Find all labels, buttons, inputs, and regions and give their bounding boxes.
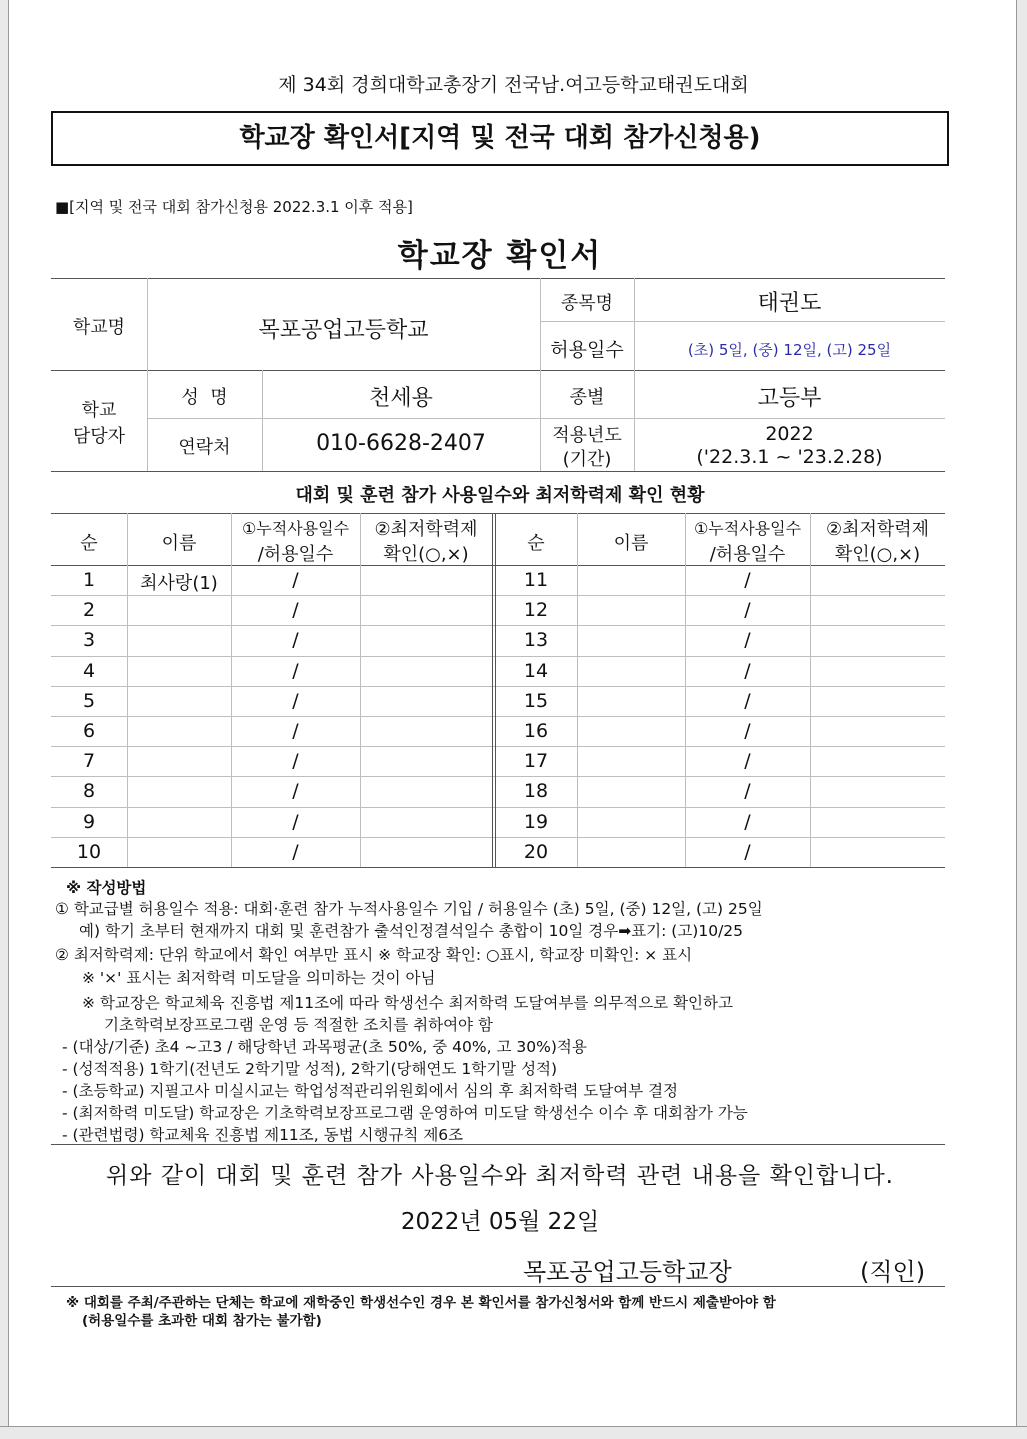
notes-heading: ※ 작성방법: [66, 879, 147, 897]
table-cell-days: /: [292, 569, 299, 591]
header-days-left-2: /허용일수: [257, 544, 334, 565]
table-cell-days: /: [292, 720, 299, 742]
header-name-right: 이름: [613, 533, 649, 554]
note-line: - (관련법령) 학교체육 진흥법 제11조, 동법 시행규칙 제6조: [62, 1126, 464, 1144]
header-min-left-2: 확인(○,×): [383, 544, 469, 565]
division-label: 종별: [569, 387, 605, 408]
info-top-border: [51, 278, 945, 279]
issue-date: 2022년 05월 22일: [400, 1209, 600, 1235]
table-cell-no: 18: [523, 780, 549, 802]
table-cell-days: /: [744, 841, 751, 863]
school-label: 학교명: [72, 317, 126, 338]
table-cell-no: 16: [523, 720, 549, 742]
header-days-right-1: ①누적사용일수: [693, 519, 802, 538]
sport-value: 태권도: [757, 291, 822, 316]
allowed-days-value: (초) 5일, (중) 12일, (고) 25일: [687, 341, 892, 359]
footnote: (허용일수를 초과한 대회 참가는 불가함): [82, 1313, 322, 1329]
page-frame-bottom: [0, 1426, 1027, 1439]
table-cell-no: 14: [523, 660, 549, 682]
contest-title: 제 34회 경희대학교총장기 전국남.여고등학교태권도대회: [278, 74, 749, 96]
table-cell-days: /: [292, 811, 299, 833]
note-line: - (최저학력 미도달) 학교장은 기초학력보장프로그램 운영하여 미도달 학생선수 이수 후 대회참가 가능: [62, 1104, 748, 1122]
table-cell-days: /: [744, 569, 751, 591]
table-cell-no: 11: [523, 569, 549, 591]
header-days-left-1: ①누적사용일수: [241, 519, 350, 538]
header-min-left-1: ②최저학력제: [374, 519, 478, 540]
note-line: ※ 학교장은 학교체육 진흥법 제11조에 따라 학생선수 최저학력 도달여부를 의무적으로 확인하고: [82, 994, 733, 1012]
table-cell-no: 8: [82, 780, 96, 802]
manager-name-label: 성 명: [181, 387, 228, 408]
note-line: - (대상/기준) 초4 ~고3 / 해당학년 과목평균(초 50%, 중 40%, 고 30%)적용: [62, 1038, 587, 1056]
table-cell-days: /: [744, 599, 751, 621]
document-title-box: [51, 111, 949, 166]
official-seal: (직인): [860, 1258, 926, 1286]
table-cell-days: /: [292, 629, 299, 651]
document-subtitle: ■[지역 및 전국 대회 참가신청용 2022.3.1 이후 적용]: [55, 198, 413, 216]
header-name-left: 이름: [161, 533, 197, 554]
table-cell-no: 13: [523, 629, 549, 651]
header-no-left: 순: [80, 533, 98, 554]
table-cell-no: 20: [523, 841, 549, 863]
header-days-right-2: /허용일수: [709, 544, 786, 565]
table-cell-no: 5: [82, 690, 96, 712]
table-cell-days: /: [292, 599, 299, 621]
manager-label-line1: 학교: [81, 400, 117, 421]
year-value: 2022: [765, 423, 814, 445]
table-cell-days: /: [744, 690, 751, 712]
table-cell-no: 10: [76, 841, 102, 863]
division-value: 고등부: [757, 386, 822, 411]
header-min-right-2: 확인(○,×): [834, 544, 921, 565]
table-cell-no: 6: [82, 720, 96, 742]
table-cell-days: /: [292, 750, 299, 772]
note-line: 기초학력보장프로그램 운영 등 적절한 조치를 취하여야 함: [104, 1016, 493, 1034]
table-cell-days: /: [744, 780, 751, 802]
usage-table-title: 대회 및 훈련 참가 사용일수와 최저학력제 확인 현황: [295, 485, 705, 506]
year-label-line1: 적용년도: [552, 425, 622, 446]
table-cell-no: 2: [82, 599, 96, 621]
table-cell-days: /: [744, 811, 751, 833]
principal-signature: 목포공업고등학교장: [523, 1258, 732, 1286]
header-no-right: 순: [527, 533, 545, 554]
footnote: ※ 대회를 주최/주관하는 단체는 학교에 재학중인 학생선수인 경우 본 확인서를 참가신청서와 함께 반드시 제출받아야 함: [66, 1295, 776, 1311]
table-cell-no: 17: [523, 750, 549, 772]
document-title: 학교장 확인서[지역 및 전국 대회 참가신청용): [239, 123, 761, 153]
table-cell-no: 4: [82, 660, 96, 682]
main-title: 학교장 확인서: [397, 238, 603, 274]
contact-phone: 010-6628-2407: [316, 431, 486, 456]
table-cell-no: 15: [523, 690, 549, 712]
note-line: ② 최저학력제: 단위 학교에서 확인 여부만 표시 ※ 학교장 확인: ○표시, 학교장 미확인: × 표시: [55, 946, 693, 964]
table-cell-days: /: [292, 690, 299, 712]
sport-label: 종목명: [560, 293, 614, 314]
table-cell-days: /: [744, 750, 751, 772]
year-period: ('22.3.1 ~ '23.2.28): [696, 446, 883, 468]
note-line: 예) 학기 초부터 현재까지 대회 및 훈련참가 출석인정결석일수 총합이 10일 경우➡표기: (고)10/25: [79, 922, 744, 940]
note-line: ① 학교급별 허용일수 적용: 대회·훈련 참가 누적사용일수 기입 / 허용일수 (초) 5일, (중) 12일, (고) 25일: [55, 900, 763, 918]
page-frame-right: [1016, 0, 1027, 1438]
manager-name: 천세용: [369, 386, 433, 411]
table-cell-days: /: [744, 660, 751, 682]
table-cell-days: /: [292, 660, 299, 682]
table-cell-name: 최사랑(1): [140, 573, 218, 594]
confirmation-statement: 위와 같이 대회 및 훈련 참가 사용일수와 최저학력 관련 내용을 확인합니다.: [106, 1163, 894, 1189]
school-name: 목포공업고등학교: [258, 318, 429, 343]
table-cell-no: 1: [82, 569, 96, 591]
note-line: - (성적적용) 1학기(전년도 2학기말 성적), 2학기(당해연도 1학기말 성적): [62, 1060, 558, 1078]
table-cell-days: /: [292, 780, 299, 802]
header-min-right-1: ②최저학력제: [825, 519, 930, 540]
table-cell-no: 19: [523, 811, 549, 833]
year-label-line2: (기간): [562, 449, 612, 470]
table-cell-days: /: [292, 841, 299, 863]
table-cell-days: /: [744, 720, 751, 742]
table-cell-no: 3: [82, 629, 96, 651]
note-line: - (초등학교) 지필고사 미실시교는 학업성적관리위원회에서 심의 후 최저학력 도달여부 결정: [62, 1082, 679, 1100]
table-cell-no: 12: [523, 599, 549, 621]
table-cell-days: /: [744, 629, 751, 651]
note-line: ※ '×' 표시는 최저학력 미도달을 의미하는 것이 아님: [82, 969, 436, 987]
allowed-days-label: 허용일수: [550, 339, 624, 361]
contact-label: 연락처: [178, 437, 231, 458]
manager-label-line2: 담당자: [72, 426, 126, 447]
table-cell-no: 9: [82, 811, 96, 833]
table-cell-no: 7: [82, 750, 96, 772]
